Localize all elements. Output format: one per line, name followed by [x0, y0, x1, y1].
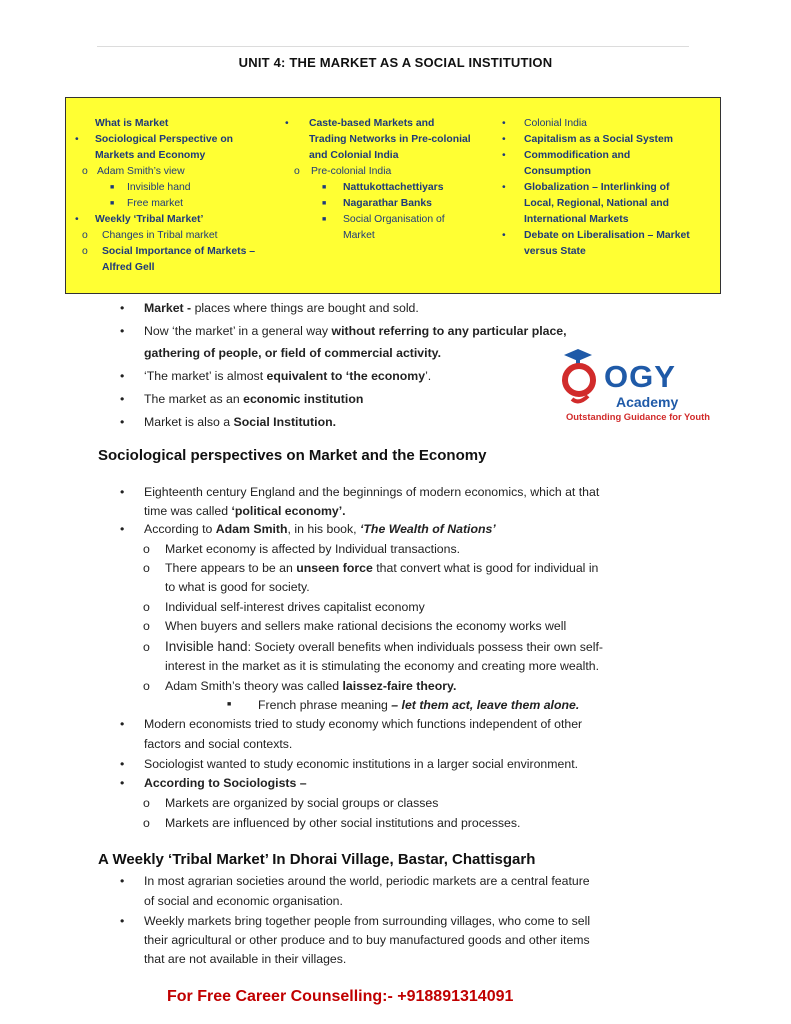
section-heading: Sociological perspectives on Market and the Economy: [98, 447, 487, 464]
list-item-continued: to what is good for society.: [165, 580, 310, 594]
list-item: Weekly markets bring together people from surrounding villages, who come to sell: [144, 914, 591, 928]
circle-bullet-icon: o: [82, 246, 88, 257]
circle-bullet-icon: o: [82, 230, 88, 241]
outline-item: Weekly ‘Tribal Market’: [95, 214, 204, 225]
outline-item: Adam Smith’s view: [97, 166, 185, 177]
outline-item: Markets and Economy: [95, 150, 206, 161]
outline-item: Caste-based Markets and: [309, 118, 435, 129]
square-bullet-icon: ■: [227, 701, 232, 708]
list-item: Now ‘the market’ in a general way without referring to any particular place,: [144, 324, 567, 338]
outline-item: Nattukottachettiyars: [343, 182, 444, 193]
bullet-icon: •: [285, 118, 289, 129]
logo-tagline: Outstanding Guidance for Youth: [566, 411, 710, 422]
list-item: Market is also a Social Institution.: [144, 415, 337, 429]
list-item-continued: gathering of people, or field of commercial activity.: [144, 346, 442, 360]
list-item-continued: their agricultural or other produce and to buy manufactured goods and other items: [144, 933, 590, 947]
bullet-icon: •: [120, 717, 125, 731]
unit-outline-box: [65, 97, 721, 294]
circle-bullet-icon: o: [143, 619, 150, 633]
outline-item: Alfred Gell: [102, 262, 155, 273]
outline-item: Social Organisation of: [343, 214, 445, 225]
bullet-icon: •: [502, 134, 506, 145]
outline-item: Colonial India: [524, 118, 587, 129]
list-item: Markets are influenced by other social institutions and processes.: [165, 816, 521, 830]
outline-item: Invisible hand: [127, 182, 191, 193]
circle-bullet-icon: o: [143, 796, 150, 810]
logo-brand: OGY: [604, 359, 676, 394]
list-item: Market - places where things are bought and sold.: [144, 301, 419, 315]
outline-item: Local, Regional, National and: [524, 198, 669, 209]
section-heading: A Weekly ‘Tribal Market’ In Dhorai Village, Bastar, Chattisgarh: [98, 851, 536, 868]
circle-bullet-icon: o: [143, 679, 150, 693]
bullet-icon: •: [502, 230, 506, 241]
outline-item: Nagarathar Banks: [343, 198, 432, 209]
list-item: When buyers and sellers make rational decisions the economy works well: [165, 619, 567, 633]
list-item: Individual self-interest drives capitalist economy: [165, 600, 425, 614]
bullet-icon: •: [75, 134, 79, 145]
outline-item: Free market: [127, 198, 184, 209]
outline-item: Changes in Tribal market: [102, 230, 218, 241]
circle-bullet-icon: o: [143, 542, 150, 556]
circle-bullet-icon: o: [82, 166, 88, 177]
list-item-continued: interest in the market as it is stimulating the economy and creating more wealth.: [165, 659, 600, 673]
logo-sub: Academy: [616, 394, 679, 410]
list-item: Invisible hand: Society overall benefits when individuals possess their own self-: [165, 639, 603, 654]
ogy-academy-logo: [562, 347, 712, 427]
list-item: The market as an economic institution: [144, 392, 364, 406]
bullet-icon: •: [502, 182, 506, 193]
square-bullet-icon: ■: [322, 184, 327, 191]
page-title: UNIT 4: THE MARKET AS A SOCIAL INSTITUTION: [238, 55, 553, 70]
outline-item: Consumption: [524, 166, 591, 177]
outline-item: Market: [343, 230, 375, 241]
outline-item: Commodification and: [524, 150, 631, 161]
bullet-icon: •: [120, 874, 125, 888]
list-item: Eighteenth century England and the beginnings of modern economics, which at that: [144, 485, 600, 499]
outline-item: Pre-colonial India: [311, 166, 392, 177]
list-item: Modern economists tried to study economy which functions independent of other: [144, 717, 583, 731]
bullet-icon: •: [120, 485, 125, 499]
header-rule: [97, 46, 689, 47]
circle-bullet-icon: o: [294, 166, 300, 177]
list-item: There appears to be an unseen force that convert what is good for individual in: [165, 561, 599, 575]
outline-item: Capitalism as a Social System: [524, 134, 674, 145]
bullet-icon: •: [120, 369, 125, 383]
square-bullet-icon: ■: [322, 200, 327, 207]
list-item: ‘The market’ is almost equivalent to ‘the economy’.: [144, 369, 432, 383]
bullet-icon: •: [75, 214, 79, 225]
outline-item: International Markets: [524, 214, 629, 225]
bullet-icon: •: [120, 914, 125, 928]
bullet-icon: •: [120, 301, 125, 315]
outline-item: Trading Networks in Pre-colonial: [309, 134, 471, 145]
outline-item: Sociological Perspective on: [95, 134, 234, 145]
list-item: French phrase meaning – let them act, leave them alone.: [258, 698, 580, 712]
list-item: In most agrarian societies around the world, periodic markets are a central feature: [144, 874, 590, 888]
list-item-continued: time was called ‘political economy’.: [144, 504, 346, 518]
list-item-continued: that are not available in their villages.: [144, 952, 347, 966]
outline-item: Debate on Liberalisation – Market: [524, 230, 690, 241]
bullet-icon: •: [120, 392, 125, 406]
circle-bullet-icon: o: [143, 816, 150, 830]
list-item: Market economy is affected by Individual transactions.: [165, 542, 461, 556]
list-item: According to Adam Smith, in his book, ‘The Wealth of Nations’: [144, 522, 496, 536]
outline-item: versus State: [524, 246, 586, 257]
list-item: According to Sociologists –: [144, 776, 307, 790]
circle-bullet-icon: o: [143, 561, 150, 575]
outline-item: Social Importance of Markets –: [102, 246, 256, 257]
circle-bullet-icon: o: [143, 600, 150, 614]
bullet-icon: •: [120, 757, 125, 771]
square-bullet-icon: ■: [110, 184, 115, 191]
list-item: Markets are organized by social groups or classes: [165, 796, 439, 810]
bullet-icon: •: [502, 118, 506, 129]
outline-item: Globalization – Interlinking of: [524, 182, 670, 193]
bullet-icon: •: [120, 415, 125, 429]
square-bullet-icon: ■: [110, 200, 115, 207]
list-item-continued: factors and social contexts.: [144, 737, 293, 751]
list-item: Adam Smith’s theory was called laissez-faire theory.: [165, 679, 457, 693]
square-bullet-icon: ■: [322, 216, 327, 223]
list-item: Sociologist wanted to study economic institutions in a larger social environment.: [144, 757, 579, 771]
outline-item: and Colonial India: [309, 150, 399, 161]
bullet-icon: •: [120, 324, 125, 338]
list-item-continued: of social and economic organisation.: [144, 894, 343, 908]
bullet-icon: •: [120, 776, 125, 790]
circle-bullet-icon: o: [143, 640, 150, 654]
outline-item: What is Market: [95, 118, 169, 129]
footer-contact: For Free Career Counselling:- +918891314091: [167, 988, 514, 1005]
bullet-icon: •: [120, 522, 125, 536]
bullet-icon: •: [502, 150, 506, 161]
